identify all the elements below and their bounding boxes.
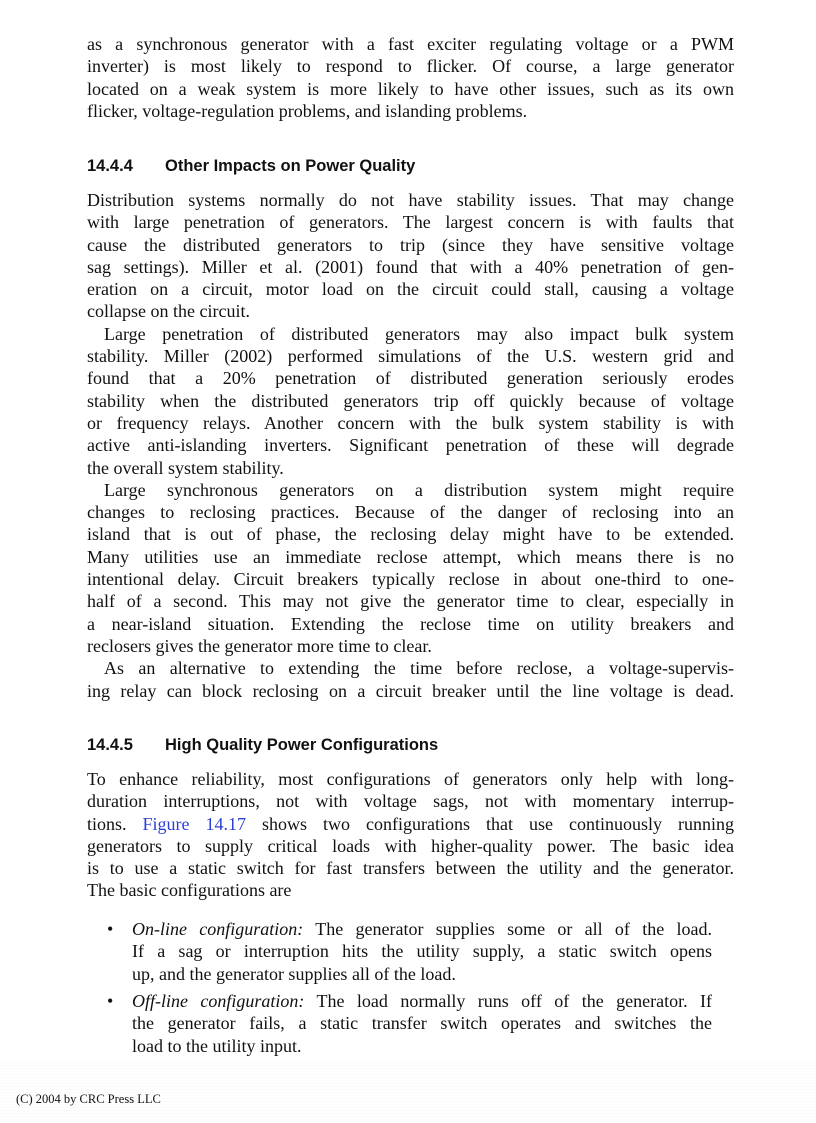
text-line: inverter) is most likely to respond to flicker. Of course, a large generator (87, 56, 734, 77)
text-line: Large penetration of distributed generators may also impact bulk system (104, 323, 734, 344)
text-span: The generator supplies some or all of the load. (315, 919, 712, 939)
text-span: shows two configurations that use continuously running (262, 813, 735, 834)
text-line: sag settings). Miller et al. (2001) found that with a 40% penetration of gen- (87, 256, 734, 277)
text-line: intentional delay. Circuit breakers typically reclose in about one-third to one- (87, 569, 734, 590)
text-line: the generator fails, a static transfer switch operates and switches the (132, 1013, 712, 1034)
bullet-icon: • (107, 919, 114, 939)
text-line: flicker, voltage-regulation problems, and islanding problems. (87, 100, 528, 121)
text-line: changes to reclosing practices. Because of the danger of reclosing into an (87, 502, 734, 523)
text-line: cause the distributed generators to trip (since they have sensitive voltage (87, 234, 734, 255)
text-line: as a synchronous generator with a fast exciter regulating voltage or a PWM (87, 34, 734, 54)
section-title: High Quality Power Configurations (165, 736, 439, 754)
text-line: located on a weak system is more likely to have other issues, such as its own (87, 78, 734, 99)
text-line (132, 918, 712, 940)
text-line: stability. Miller (2002) performed simulations of the U.S. western grid and (87, 346, 734, 367)
text-line: with large penetration of generators. The largest concern is with faults that (87, 212, 734, 233)
section-heading-14-4-5 (87, 736, 438, 755)
text-line (132, 990, 712, 1012)
paragraph (87, 657, 734, 702)
text-line: As an alternative to extending the time before reclose, a voltage-supervis- (104, 658, 734, 679)
intro-paragraph (87, 33, 734, 122)
text-line: island that is out of phase, the reclosing delay might have to be extended. (87, 524, 734, 545)
copyright-notice: (C) 2004 by CRC Press LLC (16, 1092, 161, 1106)
text-line: load to the utility input. (132, 1035, 302, 1056)
text-line: half of a second. This may not give the generator time to clear, especially in (87, 591, 734, 612)
bullet-term: On-line configuration: (132, 919, 304, 939)
page-footer (0, 1062, 816, 1123)
section-number: 14.4.5 (87, 736, 133, 754)
text-line: Many utilities use an immediate reclose attempt, which means there is no (87, 546, 734, 567)
text-line: The basic configurations are (87, 880, 292, 901)
text-line: collapse on the circuit. (87, 301, 250, 322)
text-span: tions. (87, 813, 127, 834)
text-line: duration interruptions, not with voltage sags, not with momentary interrup- (87, 791, 734, 812)
text-line: generators to supply critical loads with higher-quality power. The basic idea (87, 835, 734, 856)
text-line: eration on a circuit, motor load on the circuit could stall, causing a voltage (87, 279, 734, 300)
text-line: or frequency relays. Another concern with the bulk system stability is with (87, 412, 734, 433)
paragraph (87, 479, 734, 657)
section-title: Other Impacts on Power Quality (165, 157, 416, 175)
section-number: 14.4.4 (87, 157, 133, 175)
text-line: reclosers gives the generator more time to clear. (87, 635, 432, 656)
text-line: the overall system stability. (87, 457, 284, 478)
section-heading-14-4-4 (87, 157, 415, 176)
text-line (87, 813, 734, 835)
text-line: To enhance reliability, most configurations of generators only help with long- (87, 769, 734, 789)
text-line: active anti-islanding inverters. Significant penetration of these will degrade (87, 435, 734, 456)
bullet-offline-configuration (107, 990, 734, 1057)
figure-14-17-link[interactable]: Figure 14.17 (142, 813, 247, 834)
section-14-4-4-body (87, 189, 734, 702)
text-line: is to use a static switch for fast transfers between the utility and the generator. (87, 858, 734, 879)
text-line: a near-island situation. Extending the reclose time on utility breakers and (87, 613, 734, 634)
text-line: stability when the distributed generators trip off quickly because of voltage (87, 390, 734, 411)
paragraph (87, 189, 734, 323)
bullet-online-configuration (107, 918, 734, 985)
text-line: Distribution systems normally do not have stability issues. That may change (87, 190, 734, 210)
text-line: up, and the generator supplies all of the load. (132, 963, 456, 984)
bullet-term: Off-line configuration: (132, 991, 305, 1011)
paragraph (87, 323, 734, 479)
text-line: Large synchronous generators on a distribution system might require (104, 479, 734, 500)
text-span: The load normally runs off of the generator. If (316, 991, 712, 1011)
text-line: ing relay can block reclosing on a circuit breaker until the line voltage is dead. (87, 680, 734, 701)
text-line: If a sag or interruption hits the utility supply, a static switch opens (132, 941, 712, 962)
text-line: found that a 20% penetration of distributed generation seriously erodes (87, 368, 734, 389)
section-14-4-5-body (87, 768, 734, 902)
bullet-icon: • (107, 991, 114, 1011)
